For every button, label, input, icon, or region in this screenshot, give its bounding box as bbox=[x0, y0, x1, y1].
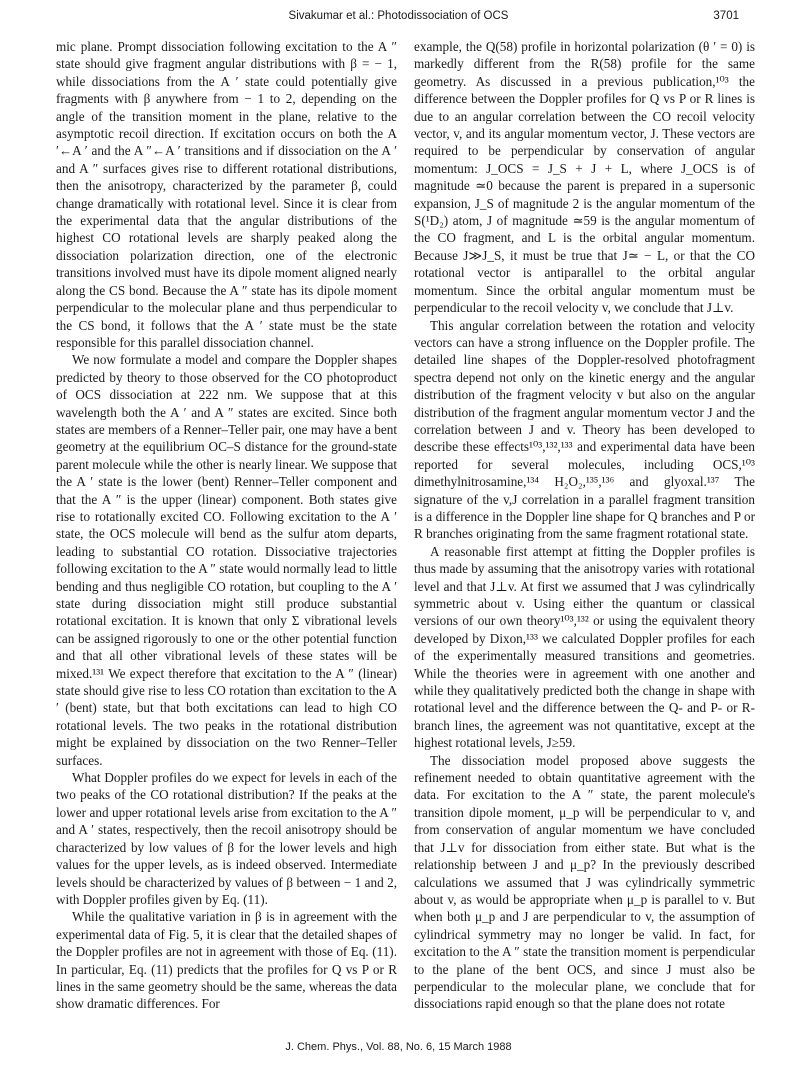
paragraph: What Doppler profiles do we expect for levels in each of the two peaks of the CO rotational distribution? If the peaks at the lower and upper rotational levels arise from excitation to the A ″ and A ′ states, respectively, then the recoil anisotropy should be characterized by low values of β for the lower levels and high values for the upper levels, as is indeed observed. Intermediate levels should be characterized by values of β between − 1 and 2, with Doppler profiles given by Eq. (11). bbox=[56, 770, 397, 907]
left-column bbox=[56, 38, 397, 1013]
page-number: 3701 bbox=[713, 10, 739, 22]
paragraph: This angular correlation between the rotation and velocity vectors can have a strong influence on the Doppler profile. The detailed line shapes of the Doppler-resolved photofragment spectra depend not only on the kinetic energy and the angular distribution of the fragment velocity v but also on the angular distribution of the fragment angular momentum vector J and the correlation between J and v. Theory has been developed to describe these effects¹⁰³,¹³²,¹³³ and experimental data have been reported for several molecules, including OCS,¹⁰³ dimethylnitrosamine,¹³⁴ H₂O₂,¹³⁵,¹³⁶ and glyoxal.¹³⁷ The signature of the v,J correlation in a parallel fragment transition is a difference in the Doppler line shape for Q branches and P or R branches originating from the same fragment rotational state. bbox=[414, 317, 755, 542]
journal-citation-footer: J. Chem. Phys., Vol. 88, No. 6, 15 March 1988 bbox=[285, 1041, 512, 1053]
right-column bbox=[414, 38, 755, 1013]
paragraph: A reasonable first attempt at fitting the Doppler profiles is thus made by assuming that the anisotropy varies with rotational level and that J⊥v. At first we assumed that J was cylindrically symmetric about v. Using either the quantum or classical versions of our own theory¹⁰³,¹³² or using the equivalent theory developed by Dixon,¹³³ we calculated Doppler profiles for each of the experimentally measured transitions and geometries. While the theories were in agreement with one another and while they qualitatively predicted both the change in shape with rotational level and the difference between the Q- and P- or R-branch lines, the agreement was not quantitative, except at the highest rotational levels, J≥59. bbox=[414, 543, 755, 751]
running-header bbox=[0, 10, 797, 30]
paragraph: While the qualitative variation in β is in agreement with the experimental data of Fig. 5, it is clear that the detailed shapes of the Doppler profiles are not in agreement with those of Eq. (11). In particular, Eq. (11) predicts that the profiles for Q vs P or R lines in the same geometry should be the same, whereas the data show dramatic differences. For bbox=[56, 909, 397, 1012]
paragraph: We now formulate a model and compare the Doppler shapes predicted by theory to those observed for the CO photoproduct of OCS dissociation at 222 nm. We suppose that at this wavelength both the A ′ and A ″ states are excited. Since both states are members of a Renner–Teller pair, one may have a bent geometry at the equilibrium OC–S distance for the ground-state parent molecule while the other is nearly linear. We suppose that the A ′ state is the lower (bent) Renner–Teller component and that the A ″ is the upper (linear) component. Both states give rise to rotationally excited CO. Following excitation to the A ′ state, the OCS molecule will bend as the sulfur atom departs, leading to substantial CO rotation. Dissociative trajectories following excitation to the A ″ state would normally lead to little bending and thus negligible CO rotation, but coupling to the A ′ state during dissociation might still produce substantial rotational excitation. It is known that only Σ vibrational levels can be assigned rigorously to one or the other potential function and that all other vibrational levels of these states will be mixed.¹³¹ We expect therefore that excitation to the A ″ (linear) state should give rise to less CO rotation than excitation to the A ′ (bent) state, but that both excitations can lead to high CO rotational levels. The two peaks in the rotational distribution might be explained by dissociation on the two Renner–Teller surfaces. bbox=[56, 352, 397, 768]
paragraph: The dissociation model proposed above suggests the refinement needed to obtain quantitative agreement with the data. For excitation to the A ″ state, the parent molecule's transition dipole moment, μ_p will be perpendicular to v, and from conservation of angular momentum we have concluded that J⊥v for dissociation from either state. But what is the relationship between J and μ_p? In the previously described calculations we assumed that J was cylindrically symmetric about v, as would be appropriate when μ_p is parallel to v. But when both μ_p and J are perpendicular to v, the assumption of cylindrical symmetry may no longer be valid. In fact, for excitation to the A ″ state the transition moment is perpendicular to the plane of the bent OCS, and since J must also be perpendicular to the molecular plane, we conclude that for dissociations rapid enough so that the plane does not rotate bbox=[414, 752, 755, 1012]
running-title: Sivakumar et al.: Photodissociation of OCS bbox=[288, 10, 509, 22]
paragraph: mic plane. Prompt dissociation following excitation to the A ″ state should give fragment angular distributions with β = − 1, while dissociations from the A ′ state could potentially give fragments with β anywhere from − 1 to 2, depending on the angle of the transition moment in the plane, relative to the asymptotic recoil direction. If excitation occurs on both the A ′←A ′ and the A ″←A ′ transitions and if dissociation on the A ′ and A ″ surfaces gives rise to different rotational distributions, then the anisotropy, characterized by the parameter β, could change dramatically with rotational level. Since it is clear from the experimental data that the angular distributions of the highest CO rotational levels are sharply peaked along the dissociation polarization direction, one of the electronic transitions involved must have its dipole moment aligned nearly along the CS bond. Because the A ″ state has its dipole moment perpendicular to the molecular plane and thus perpendicular to the CS bond, it follows that the A ′ state must be the state responsible for this parallel dissociation channel. bbox=[56, 39, 397, 350]
paragraph: example, the Q(58) profile in horizontal polarization (θ ′ = 0) is markedly different from the R(58) profile for the same geometry. As discussed in a previous publication,¹⁰³ the difference between the Doppler profiles for Q vs P or R lines is due to an angular correlation between the CO recoil velocity vector, v, and its angular momentum vector, J. These vectors are required to be perpendicular by conservation of angular momentum: J_OCS = J_S + J + L, where J_OCS is of magnitude ≃0 because the parent is prepared in a supersonic expansion, J_S of magnitude 2 is the angular momentum of the S(¹D₂) atom, J of magnitude ≃59 is the angular momentum of the CO fragment, and L is the orbital angular momentum. Because J≫J_S, it must be true that J≃ − L, or that the CO rotational vector is antiparallel to the orbital angular momentum. Since the orbital angular momentum must be perpendicular to the recoil velocity v, we conclude that J⊥v. bbox=[414, 39, 755, 316]
